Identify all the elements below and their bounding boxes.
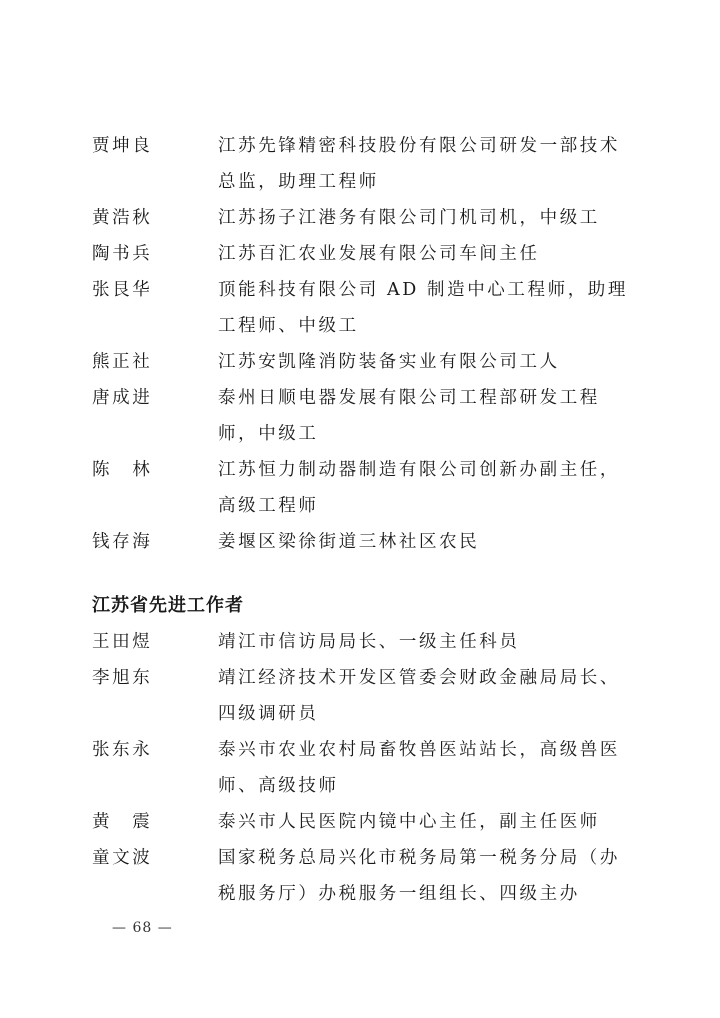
honoree-description: 江苏百汇农业发展有限公司车间主任 [218, 244, 540, 264]
honoree-entry [92, 524, 652, 560]
honoree-description: 泰州日顺电器发展有限公司工程部研发工程 师，中级工 [218, 388, 600, 444]
honoree-entry [92, 624, 652, 660]
section-title: 江苏省先进工作者 [92, 595, 244, 616]
honoree-description: 靖江市信访局局长、一级主任科员 [218, 632, 520, 652]
honoree-name: 黄浩秋 [92, 208, 153, 228]
honoree-description: 江苏安凯隆消防装备实业有限公司工人 [218, 352, 560, 372]
honoree-description: 江苏扬子江港务有限公司门机司机，中级工 [218, 208, 600, 228]
honoree-description: 国家税务总局兴化市税务局第一税务分局（办 税服务厅）办税服务一组组长、四级主办 [218, 848, 620, 904]
honoree-name: 熊正社 [92, 352, 153, 372]
honoree-entry [92, 452, 652, 524]
honoree-name: 王田煜 [92, 632, 153, 652]
honoree-description: 江苏恒力制动器制造有限公司创新办副主任， 高级工程师 [218, 460, 620, 516]
honoree-name: 贾坤良 [92, 136, 153, 156]
honoree-entry [92, 660, 652, 732]
honoree-entry [92, 380, 652, 452]
honoree-entry [92, 804, 652, 840]
honoree-entry [92, 200, 652, 236]
honoree-entry [92, 236, 652, 272]
honoree-name: 张艮华 [92, 280, 153, 300]
honoree-entry [92, 344, 652, 380]
honoree-entry [92, 840, 652, 912]
honoree-list-workers [92, 128, 652, 560]
honoree-name: 童文波 [92, 848, 153, 868]
honoree-name: 黄 震 [92, 812, 153, 832]
honoree-entry [92, 272, 652, 344]
honoree-description: 江苏先锋精密科技股份有限公司研发一部技术 总监，助理工程师 [218, 136, 620, 192]
honoree-entry [92, 732, 652, 804]
honoree-name: 陶书兵 [92, 244, 153, 264]
honoree-description: 顶能科技有限公司 AD 制造中心工程师，助理 工程师、中级工 [218, 280, 628, 336]
honoree-description: 姜堰区梁徐街道三林社区农民 [218, 532, 480, 552]
honoree-name: 张东永 [92, 740, 153, 760]
honoree-description: 泰兴市人民医院内镜中心主任，副主任医师 [218, 812, 600, 832]
honoree-description: 泰兴市农业农村局畜牧兽医站站长，高级兽医 师、高级技师 [218, 740, 620, 796]
honoree-name: 李旭东 [92, 668, 153, 688]
honoree-entry [92, 128, 652, 200]
honoree-name: 唐成进 [92, 388, 153, 408]
honoree-description: 靖江经济技术开发区管委会财政金融局局长、 四级调研员 [218, 668, 620, 724]
page-number: — 68 — [112, 920, 173, 936]
honoree-name: 陈 林 [92, 460, 153, 480]
honoree-list-advanced-workers [92, 624, 652, 912]
honoree-name: 钱存海 [92, 532, 153, 552]
